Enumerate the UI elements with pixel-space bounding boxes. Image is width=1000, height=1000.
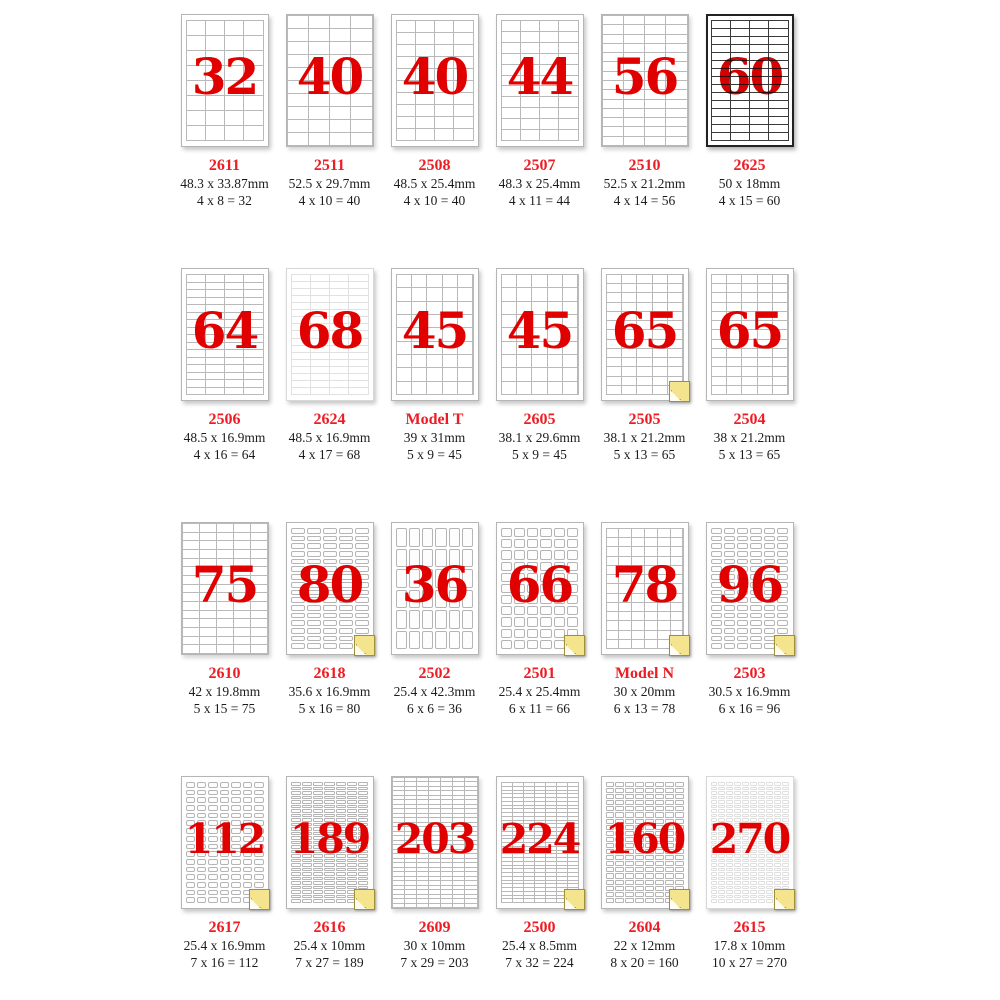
product-info [400,918,468,971]
label-count: 65 [611,301,678,361]
label-layout: 5 x 15 = 75 [193,701,256,716]
sticky-note-icon [564,635,585,656]
label-dimensions: 48.5 x 16.9mm [183,430,266,445]
product-info [499,410,581,463]
label-layout: 10 x 27 = 270 [711,955,788,970]
product-code: Model N [614,665,675,682]
label-layout: 4 x 14 = 56 [613,193,676,208]
label-dimensions: 17.8 x 10mm [713,938,786,953]
product-card[interactable] [382,776,487,972]
label-sheet-thumbnail[interactable] [286,776,374,909]
label-sheet-thumbnail[interactable] [601,14,689,147]
label-dimensions: 52.5 x 21.2mm [603,176,686,191]
product-card[interactable] [382,268,487,464]
product-info [404,410,466,463]
label-dimensions: 25.4 x 42.3mm [393,684,476,699]
product-info [184,918,266,971]
label-dimensions: 38 x 21.2mm [713,430,786,445]
label-layout: 4 x 10 = 40 [298,193,361,208]
label-dimensions: 38.1 x 29.6mm [498,430,581,445]
product-code: 2511 [313,157,346,174]
product-card[interactable] [592,14,697,210]
label-count: 80 [296,555,363,615]
label-dimensions: 48.3 x 25.4mm [498,176,581,191]
product-code: 2618 [313,665,346,682]
label-count: 75 [191,555,258,615]
product-info [394,664,476,717]
label-dimensions: 25.4 x 8.5mm [501,938,577,953]
label-sheet-thumbnail[interactable] [391,268,479,401]
product-card[interactable] [382,14,487,210]
label-dimensions: 35.6 x 16.9mm [288,684,371,699]
product-card[interactable] [487,776,592,972]
product-code: 2501 [523,665,556,682]
label-sheet-thumbnail[interactable] [706,14,794,147]
label-dimensions: 22 x 12mm [613,938,676,953]
label-layout: 4 x 15 = 60 [718,193,781,208]
label-dimensions: 30.5 x 16.9mm [708,684,791,699]
product-card[interactable] [277,268,382,464]
label-layout: 4 x 11 = 44 [508,193,571,208]
product-card[interactable] [172,776,277,972]
sticky-note-icon [249,889,270,910]
product-code: 2625 [733,157,766,174]
label-layout: 6 x 16 = 96 [718,701,781,716]
label-dimensions: 25.4 x 10mm [293,938,366,953]
product-card[interactable] [697,14,802,210]
sticky-note-icon [774,889,795,910]
product-card[interactable] [382,522,487,718]
label-layout: 5 x 16 = 80 [298,701,361,716]
product-code: 2508 [418,157,451,174]
product-card[interactable] [592,522,697,718]
label-count: 68 [296,301,363,361]
sticky-note-icon [669,635,690,656]
label-dimensions: 50 x 18mm [718,176,781,191]
label-count: 36 [401,555,468,615]
label-sheet-thumbnail[interactable] [181,522,269,655]
product-card[interactable] [592,268,697,464]
product-info [604,410,686,463]
product-code: 2616 [313,919,346,936]
sticky-note-icon [774,635,795,656]
label-count: 32 [191,47,258,107]
label-dimensions: 30 x 20mm [613,684,676,699]
product-info [712,918,787,971]
label-count: 60 [716,47,783,107]
label-count: 96 [716,555,783,615]
product-code: 2502 [418,665,451,682]
product-info [189,664,261,717]
label-count: 64 [191,301,258,361]
product-code: 2609 [418,919,451,936]
product-info [184,410,266,463]
product-info [709,664,791,717]
product-info [610,918,678,971]
label-layout: 6 x 6 = 36 [407,701,462,716]
label-layout: 4 x 10 = 40 [403,193,466,208]
product-code: 2615 [733,919,766,936]
label-dimensions: 39 x 31mm [403,430,466,445]
product-info [604,156,686,209]
label-dimensions: 52.5 x 29.7mm [288,176,371,191]
label-layout: 5 x 13 = 65 [718,447,781,462]
label-layout: 7 x 27 = 189 [295,955,364,970]
product-card[interactable] [697,268,802,464]
label-sheet-thumbnail[interactable] [286,522,374,655]
label-sheet-thumbnail[interactable] [601,776,689,909]
label-dimensions: 48.5 x 16.9mm [288,430,371,445]
product-info [614,664,676,717]
label-layout: 7 x 29 = 203 [400,955,469,970]
product-card[interactable] [592,776,697,972]
sticky-note-icon [354,635,375,656]
sticky-note-icon [669,889,690,910]
label-layout: 5 x 9 = 45 [512,447,567,462]
product-code: 2611 [208,157,241,174]
label-dimensions: 30 x 10mm [403,938,466,953]
label-sheet-thumbnail[interactable] [286,268,374,401]
label-count: 44 [506,47,573,107]
label-layout: 4 x 17 = 68 [298,447,361,462]
label-count: 65 [716,301,783,361]
product-info [289,410,371,463]
label-layout: 4 x 16 = 64 [193,447,256,462]
label-layout: 7 x 32 = 224 [505,955,574,970]
sticky-note-icon [669,381,690,402]
product-card[interactable] [277,776,382,972]
product-info [180,156,269,209]
label-sheet-thumbnail[interactable] [601,268,689,401]
label-layout: 5 x 13 = 65 [613,447,676,462]
label-count: 45 [506,301,573,361]
label-layout: 6 x 11 = 66 [508,701,571,716]
label-dimensions: 48.3 x 33.87mm [180,176,269,191]
label-sheet-thumbnail[interactable] [496,268,584,401]
label-sheet-thumbnail[interactable] [391,522,479,655]
label-sheet-thumbnail[interactable] [286,14,374,147]
label-count: 45 [401,301,468,361]
label-dimensions: 38.1 x 21.2mm [603,430,686,445]
label-count: 66 [506,555,573,615]
label-count: 78 [611,555,678,615]
product-info [719,156,781,209]
product-card[interactable] [697,776,802,972]
product-code: 2500 [523,919,556,936]
label-dimensions: 25.4 x 16.9mm [183,938,266,953]
product-info [294,918,366,971]
label-count: 40 [296,47,363,107]
product-code: 2503 [733,665,766,682]
product-info [499,664,581,717]
label-count: 224 [499,814,580,863]
product-code: 2504 [733,411,766,428]
label-layout: 8 x 20 = 160 [610,955,679,970]
product-card[interactable] [277,522,382,718]
label-dimensions: 48.5 x 25.4mm [393,176,476,191]
product-info [289,156,371,209]
product-info [289,664,371,717]
product-info [502,918,577,971]
product-code: 2617 [208,919,241,936]
label-sheet-thumbnail[interactable] [496,14,584,147]
product-code: 2624 [313,411,346,428]
product-card[interactable] [172,522,277,718]
label-sheet-thumbnail[interactable] [391,776,479,909]
label-layout: 6 x 13 = 78 [613,701,676,716]
product-card[interactable] [172,14,277,210]
product-code: Model T [405,411,464,428]
product-code: 2605 [523,411,556,428]
label-count: 189 [289,814,370,863]
label-sheet-thumbnail[interactable] [706,522,794,655]
product-info [394,156,476,209]
sticky-note-icon [354,889,375,910]
product-card[interactable] [697,522,802,718]
label-layout: 4 x 8 = 32 [197,193,252,208]
label-sheet-thumbnail[interactable] [181,776,269,909]
label-count: 270 [709,814,790,863]
label-count: 160 [604,814,685,863]
label-sheet-thumbnail[interactable] [706,776,794,909]
label-count: 112 [184,814,265,863]
label-sheet-thumbnail[interactable] [181,268,269,401]
label-sheet-thumbnail[interactable] [496,522,584,655]
label-layout: 7 x 16 = 112 [190,955,259,970]
label-count: 203 [394,814,475,863]
label-sheet-thumbnail[interactable] [391,14,479,147]
product-code: 2604 [628,919,661,936]
product-code: 2507 [523,157,556,174]
product-card[interactable] [487,14,592,210]
product-card[interactable] [172,268,277,464]
label-dimensions: 25.4 x 25.4mm [498,684,581,699]
product-card[interactable] [487,268,592,464]
product-code: 2610 [208,665,241,682]
label-dimensions: 42 x 19.8mm [188,684,261,699]
product-grid [172,14,812,972]
label-sheet-thumbnail[interactable] [706,268,794,401]
sticky-note-icon [564,889,585,910]
label-sheet-thumbnail[interactable] [496,776,584,909]
product-card[interactable] [487,522,592,718]
product-info [499,156,581,209]
product-info [714,410,786,463]
product-card[interactable] [277,14,382,210]
product-code: 2510 [628,157,661,174]
product-code: 2505 [628,411,661,428]
label-count: 40 [401,47,468,107]
label-layout: 5 x 9 = 45 [407,447,462,462]
label-count: 56 [611,47,678,107]
product-code: 2506 [208,411,241,428]
label-sheet-thumbnail[interactable] [601,522,689,655]
label-sheet-thumbnail[interactable] [181,14,269,147]
